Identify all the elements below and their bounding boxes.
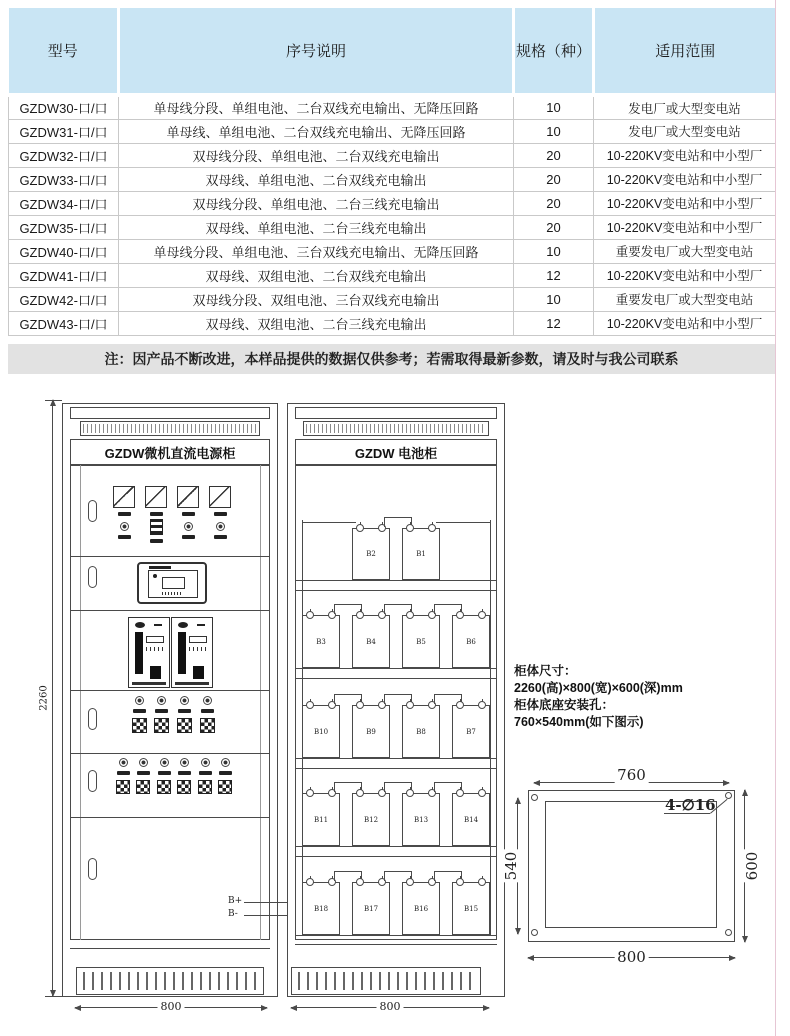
battery-label: B17: [363, 904, 379, 913]
battery: [352, 882, 390, 935]
monitor-top-bar: [149, 566, 171, 569]
shelf-board: [295, 580, 497, 581]
door-handle-icon: [88, 566, 97, 588]
page-edge-line: [775, 0, 776, 1036]
battery-shelf: [296, 528, 496, 580]
label-plate: [214, 512, 227, 516]
callout-leader: [664, 813, 710, 814]
battery-label: B11: [313, 815, 329, 824]
shelf-board: [295, 668, 497, 669]
spec-cell: 10: [514, 287, 594, 311]
model-cell: GZDW33-口/口: [9, 167, 119, 191]
charger-buttons: [189, 647, 207, 651]
circuit-breaker-icon: [157, 780, 171, 794]
circuit-breaker-icon: [200, 718, 215, 733]
battery-label: B7: [466, 727, 476, 736]
label-plate: [199, 771, 212, 775]
range-cell: 10-220KV变电站和中小型厂: [594, 263, 776, 287]
battery-label: B8: [416, 727, 426, 736]
power-cabinet-title: GZDW微机直流电源柜: [70, 439, 270, 465]
base-right-dimension: [743, 790, 761, 942]
model-cell: GZDW40-口/口: [9, 239, 119, 263]
header-description: 序号说明: [119, 8, 514, 95]
spec-cell: 20: [514, 191, 594, 215]
battery-label: B2: [366, 550, 376, 558]
label-plate: [150, 512, 163, 516]
battery-label: B16: [413, 904, 429, 913]
spec-cell: 20: [514, 215, 594, 239]
description-cell: 单母线分段、单组电池、二台双线充电输出、无降压回路: [119, 95, 514, 119]
battery: [302, 882, 340, 935]
indicator-light-icon: [119, 758, 128, 767]
indicator-light-icon: [135, 696, 144, 705]
terminal-plus-label: B+: [228, 896, 243, 906]
battery-terminal-icon: [456, 789, 464, 797]
holes-callout-label: 4-∅16: [665, 796, 716, 814]
description-cell: 双母线分段、双组电池、三台双线充电输出: [119, 287, 514, 311]
analog-meter-icon: [177, 486, 199, 508]
circuit-breaker-icon: [177, 718, 192, 733]
range-cell: 10-220KV变电站和中小型厂: [594, 143, 776, 167]
battery-label: B3: [316, 637, 326, 646]
meter-column: [144, 486, 168, 543]
battery: [352, 528, 390, 580]
width-dimension-label: 800: [158, 1000, 185, 1013]
battery-terminal-icon: [356, 611, 364, 619]
charger-buttons: [146, 647, 164, 651]
battery: [352, 615, 390, 668]
toggle-switch-icon: [150, 519, 163, 535]
meter-column: [112, 486, 136, 539]
battery: [452, 705, 490, 758]
circuit-breaker-icon: [116, 780, 130, 794]
circuit-breaker-icon: [136, 780, 150, 794]
base-bottom-dimension: [528, 948, 735, 966]
battery: [302, 793, 340, 846]
base-top-dimension-label: 760: [614, 766, 649, 784]
charger-heatsink: [178, 632, 186, 674]
battery-terminal-icon: [456, 611, 464, 619]
header-range: 适用范围: [594, 8, 776, 95]
charger-base: [175, 682, 209, 685]
battery: [452, 882, 490, 935]
model-cell: GZDW43-口/口: [9, 311, 119, 335]
battery-terminal-icon: [478, 611, 486, 619]
height-dimension-line: [38, 400, 53, 996]
shelf-board: [295, 768, 497, 769]
battery-terminal-icon: [406, 878, 414, 886]
battery-string-wire: [436, 522, 490, 523]
shelf-board: [295, 678, 497, 679]
battery-terminal-icon: [406, 611, 414, 619]
note-bar: 注：因产品不断改进，本样品提供的数据仅供参考；若需取得最新参数，请及时与我公司联系: [8, 344, 775, 374]
description-cell: 双母线分段、单组电池、二台三线充电输出: [119, 191, 514, 215]
battery-terminal-icon: [478, 878, 486, 886]
battery-terminal-icon: [406, 701, 414, 709]
circuit-breaker-icon: [154, 718, 169, 733]
label-plate: [201, 709, 214, 713]
battery: [302, 705, 340, 758]
description-cell: 双母线、双组电池、二台三线充电输出: [119, 311, 514, 335]
power-cabinet-vent-grille: [80, 421, 260, 436]
spec-cell: 10: [514, 95, 594, 119]
battery-terminal-icon: [478, 789, 486, 797]
monitor-keys: [162, 592, 182, 595]
battery: [402, 793, 440, 846]
battery-terminal-icon: [406, 524, 414, 532]
mounting-hole-icon: [531, 929, 538, 936]
power-cabinet-base-vent: [76, 967, 264, 995]
indicator-light-icon: [160, 758, 169, 767]
label-plate: [219, 771, 232, 775]
shelf-board: [295, 590, 497, 591]
charger-module: [171, 617, 213, 688]
panel-divider: [70, 690, 270, 691]
door-handle-icon: [88, 500, 97, 522]
description-cell: 双母线、单组电池、二台双线充电输出: [119, 167, 514, 191]
door-inner-line: [80, 465, 81, 940]
header-spec: 规格（种）: [514, 8, 594, 95]
indicator-light-icon: [203, 696, 212, 705]
dim-tick: [45, 996, 62, 997]
label-plate: [118, 512, 131, 516]
description-cell: 双母线、单组电池、二台三线充电输出: [119, 215, 514, 239]
model-cell: GZDW41-口/口: [9, 263, 119, 287]
battery-cabinet-base-vent: [291, 967, 481, 995]
terminal-minus-label: B-: [228, 909, 238, 919]
power-cabinet-top-cap: [70, 407, 270, 419]
battery: [452, 793, 490, 846]
battery-label: B15: [463, 904, 479, 913]
range-cell: 10-220KV变电站和中小型厂: [594, 215, 776, 239]
circuit-breaker-icon: [132, 718, 147, 733]
charger-led-icon: [178, 622, 188, 628]
spec-cell: 10: [514, 119, 594, 143]
range-cell: 发电厂或大型变电站: [594, 119, 776, 143]
monitor-inner-frame: [148, 570, 198, 598]
label-plate: [178, 709, 191, 713]
description-cell: 单母线、单组电池、二台双线充电输出、无降压回路: [119, 119, 514, 143]
model-cell: GZDW34-口/口: [9, 191, 119, 215]
label-plate: [155, 709, 168, 713]
specs-dims: 2260(高)×800(宽)×600(深)mm: [514, 681, 683, 695]
battery-label: B6: [466, 637, 476, 646]
meter-column: [176, 486, 200, 539]
range-cell: 发电厂或大型变电站: [594, 95, 776, 119]
model-cell: GZDW32-口/口: [9, 143, 119, 167]
indicator-light-icon: [157, 696, 166, 705]
circuit-breaker-icon: [218, 780, 232, 794]
charger-dash: [154, 624, 162, 626]
range-cell: 重要发电厂或大型变电站: [594, 239, 776, 263]
charger-base: [132, 682, 166, 685]
label-plate: [118, 535, 131, 539]
battery-cabinet-title: GZDW 电池柜: [295, 439, 497, 465]
battery: [402, 615, 440, 668]
indicator-light-icon: [180, 758, 189, 767]
battery-terminal-icon: [356, 878, 364, 886]
dim-tick: [45, 400, 62, 401]
base-bottom-dimension-label: 800: [614, 948, 649, 966]
kick-strip-line: [70, 948, 270, 949]
model-cell: GZDW31-口/口: [9, 119, 119, 143]
battery-shelf: [296, 705, 496, 758]
analog-meter-icon: [113, 486, 135, 508]
battery-shelf: [296, 882, 496, 935]
spec-cell: 10: [514, 239, 594, 263]
battery-label: B4: [366, 637, 376, 646]
circuit-breaker-icon: [177, 780, 191, 794]
battery-label: B14: [463, 815, 479, 824]
monitor-screen: [162, 577, 185, 589]
battery: [402, 882, 440, 935]
panel-divider: [70, 817, 270, 818]
battery: [402, 528, 440, 580]
spec-cell: 12: [514, 311, 594, 335]
battery-shelf: [296, 793, 496, 846]
base-left-dimension: [502, 798, 520, 934]
battery-terminal-icon: [456, 701, 464, 709]
base-top-dimension: [534, 766, 729, 784]
label-plate: [137, 771, 150, 775]
label-plate: [117, 771, 130, 775]
battery-label: B12: [363, 815, 379, 824]
panel-divider: [70, 753, 270, 754]
model-cell: GZDW30-口/口: [9, 95, 119, 119]
battery: [452, 615, 490, 668]
door-handle-icon: [88, 858, 97, 880]
cabinet-specs: [514, 663, 683, 731]
battery-terminal-icon: [428, 524, 436, 532]
range-cell: 10-220KV变电站和中小型厂: [594, 311, 776, 335]
charger-module: [128, 617, 170, 688]
specs-title: 柜体尺寸：: [514, 664, 577, 678]
panel-divider: [70, 556, 270, 557]
battery-cabinet-top-cap: [295, 407, 497, 419]
door-handle-icon: [88, 770, 97, 792]
range-cell: 10-220KV变电站和中小型厂: [594, 191, 776, 215]
breaker-column: [195, 696, 219, 733]
battery-terminal-icon: [306, 701, 314, 709]
base-left-dimension-label: 540: [502, 851, 520, 881]
meter-column: [208, 486, 232, 539]
battery-label: B10: [313, 727, 329, 736]
shelf-board: [295, 846, 497, 847]
battery-string-wire: [302, 522, 356, 523]
door-inner-line: [260, 465, 261, 940]
circuit-breaker-icon: [198, 780, 212, 794]
charger-connector: [193, 666, 204, 679]
spec-cell: 20: [514, 143, 594, 167]
indicator-light-icon: [221, 758, 230, 767]
label-plate: [182, 535, 195, 539]
analog-meter-icon: [209, 486, 231, 508]
model-cell: GZDW35-口/口: [9, 215, 119, 239]
spec-cell: 20: [514, 167, 594, 191]
charger-heatsink: [135, 632, 143, 674]
battery: [352, 705, 390, 758]
charger-connector: [150, 666, 161, 679]
battery-terminal-icon: [306, 789, 314, 797]
indicator-light-icon: [120, 522, 129, 531]
breaker-column: [213, 758, 237, 794]
monitor-module: [137, 562, 207, 604]
battery-terminal-icon: [356, 701, 364, 709]
spec-cell: 12: [514, 263, 594, 287]
door-handle-icon: [88, 708, 97, 730]
header-model: 型号: [9, 8, 119, 95]
battery-terminal-icon: [456, 878, 464, 886]
battery-label: B18: [313, 904, 329, 913]
label-plate: [214, 535, 227, 539]
shelf-board: [295, 935, 497, 936]
panel-divider: [70, 610, 270, 611]
specs-holes: 760×540mm(如下图示): [514, 715, 644, 729]
range-cell: 重要发电厂或大型变电站: [594, 287, 776, 311]
battery-terminal-icon: [306, 611, 314, 619]
indicator-light-icon: [139, 758, 148, 767]
battery-label: B1: [416, 550, 426, 558]
charger-display: [189, 636, 207, 643]
indicator-light-icon: [216, 522, 225, 531]
shelf-board: [295, 944, 497, 945]
shelf-board: [295, 758, 497, 759]
indicator-light-icon: [184, 522, 193, 531]
battery: [302, 615, 340, 668]
breaker-column: [172, 696, 196, 733]
base-right-dimension-label: 600: [743, 851, 761, 881]
monitor-led-icon: [153, 574, 157, 578]
label-plate: [182, 512, 195, 516]
label-plate: [178, 771, 191, 775]
specs-holes-title: 柜体底座安装孔：: [514, 698, 615, 712]
analog-meter-icon: [145, 486, 167, 508]
description-cell: 双母线、双组电池、二台双线充电输出: [119, 263, 514, 287]
charger-led-icon: [135, 622, 145, 628]
battery-terminal-icon: [306, 878, 314, 886]
battery: [352, 793, 390, 846]
battery-terminal-icon: [356, 524, 364, 532]
battery-shelf: [296, 615, 496, 668]
battery-terminal-icon: [356, 789, 364, 797]
width-dimension-line: [291, 1000, 489, 1013]
width-dimension-line: [75, 1000, 267, 1013]
label-plate: [133, 709, 146, 713]
battery-cabinet-vent-grille: [303, 421, 489, 436]
shelf-board: [295, 856, 497, 857]
charger-dash: [197, 624, 205, 626]
label-plate: [150, 539, 163, 543]
label-plate: [158, 771, 171, 775]
range-cell: 10-220KV变电站和中小型厂: [594, 167, 776, 191]
width-dimension-label: 800: [377, 1000, 404, 1013]
mounting-hole-icon: [531, 794, 538, 801]
battery-label: B9: [366, 727, 376, 736]
base-inner-outline: [545, 801, 717, 928]
model-cell: GZDW42-口/口: [9, 287, 119, 311]
charger-display: [146, 636, 164, 643]
description-cell: 单母线分段、单组电池、三台双线充电输出、无降压回路: [119, 239, 514, 263]
battery-terminal-icon: [406, 789, 414, 797]
breaker-column: [127, 696, 151, 733]
mounting-hole-icon: [725, 929, 732, 936]
indicator-light-icon: [201, 758, 210, 767]
height-dimension-label: 2260: [38, 685, 50, 711]
battery-terminal-icon: [478, 701, 486, 709]
breaker-column: [149, 696, 173, 733]
battery: [402, 705, 440, 758]
battery-label: B5: [416, 637, 426, 646]
battery-label: B13: [413, 815, 429, 824]
description-cell: 双母线分段、单组电池、二台双线充电输出: [119, 143, 514, 167]
indicator-light-icon: [180, 696, 189, 705]
